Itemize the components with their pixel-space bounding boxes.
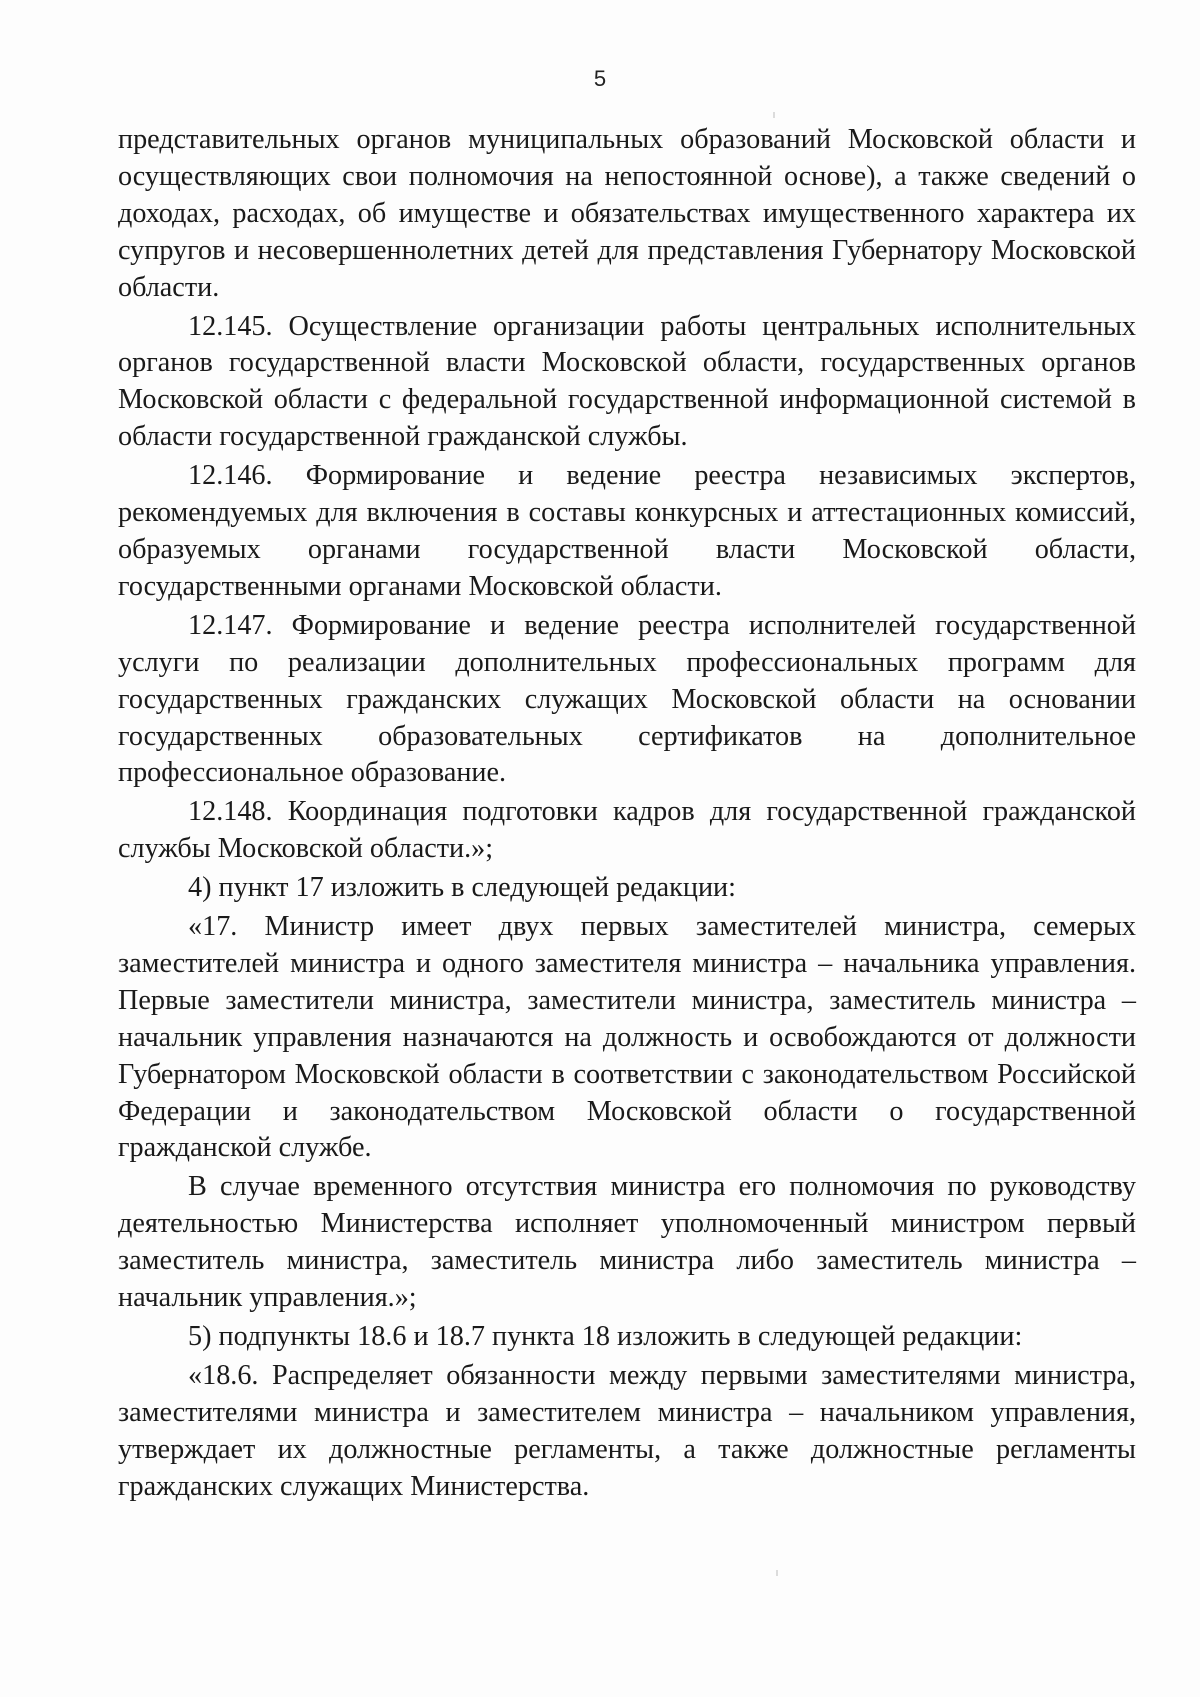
paragraph-continuation: представительных органов муниципальных образований Московской области и осуществляющих свои полномочия на непостоянной основе), а также сведений о доходах, расходах, об имуществе и обязательствах имущественного характера их супругов и несовершеннолетних детей для представления Губернатору Московской области. xyxy=(118,124,1136,303)
paragraph-item-12-145: 12.145. Осуществление организации работы центральных исполнительных органов государственной власти Московской области, государственных органов Московской области с федеральной государственной информационной системой в области государственной гражданской службы. xyxy=(118,310,1136,453)
paragraph-item-17-absence: В случае временного отсутствия министра его полномочия по руководству деятельностью Министерства исполняет уполномоченный министром первый заместитель министра, заместитель министра либо заместитель министра – начальник управления.»; xyxy=(118,1171,1136,1314)
paragraph-amendment-4: 4) пункт 17 изложить в следующей редакции: xyxy=(188,872,736,904)
paragraph-item-12-147: 12.147. Формирование и ведение реестра исполнителей государственной услуги по реализации дополнительных профессиональных программ для государственных гражданских служащих Московской области на основании государственных образовательных сертификатов на дополнительное профессиональное образование. xyxy=(118,609,1136,789)
paragraph-amendment-5: 5) подпункты 18.6 и 18.7 пункта 18 изложить в следующей редакции: xyxy=(188,1321,1023,1352)
page-number: 5 xyxy=(593,66,607,91)
document-body xyxy=(118,122,1136,1506)
paragraph-item-17: «17. Министр имеет двух первых заместителей министра, семерых заместителей министра и одного заместителя министра – начальника управления. Первые заместители министра, заместители министра, заместитель министра – начальник управления назначаются на должность и освобождаются от должности Губернатором Московской области в соответствии с законодательством Российской Федерации и законодательством Московской области о государственной гражданской службе. xyxy=(118,911,1136,1164)
paragraph-item-12-148: 12.148. Координация подготовки кадров для государственной гражданской службы Московской области.»; xyxy=(118,796,1136,865)
scan-artifact xyxy=(773,112,775,118)
paragraph-item-12-146: 12.146. Формирование и ведение реестра независимых экспертов, рекомендуемых для включения в составы конкурсных и аттестационных комиссий, образуемых органами государственной власти Московской области, государственными органами Московской области. xyxy=(118,460,1136,602)
paragraph-item-18-6: «18.6. Распределяет обязанности между первыми заместителями министра, заместителями министра и заместителем министра – начальником управления, утверждает их должностные регламенты, а также должностные регламенты гражданских служащих Министерства. xyxy=(118,1359,1136,1502)
scan-artifact xyxy=(776,1570,778,1576)
